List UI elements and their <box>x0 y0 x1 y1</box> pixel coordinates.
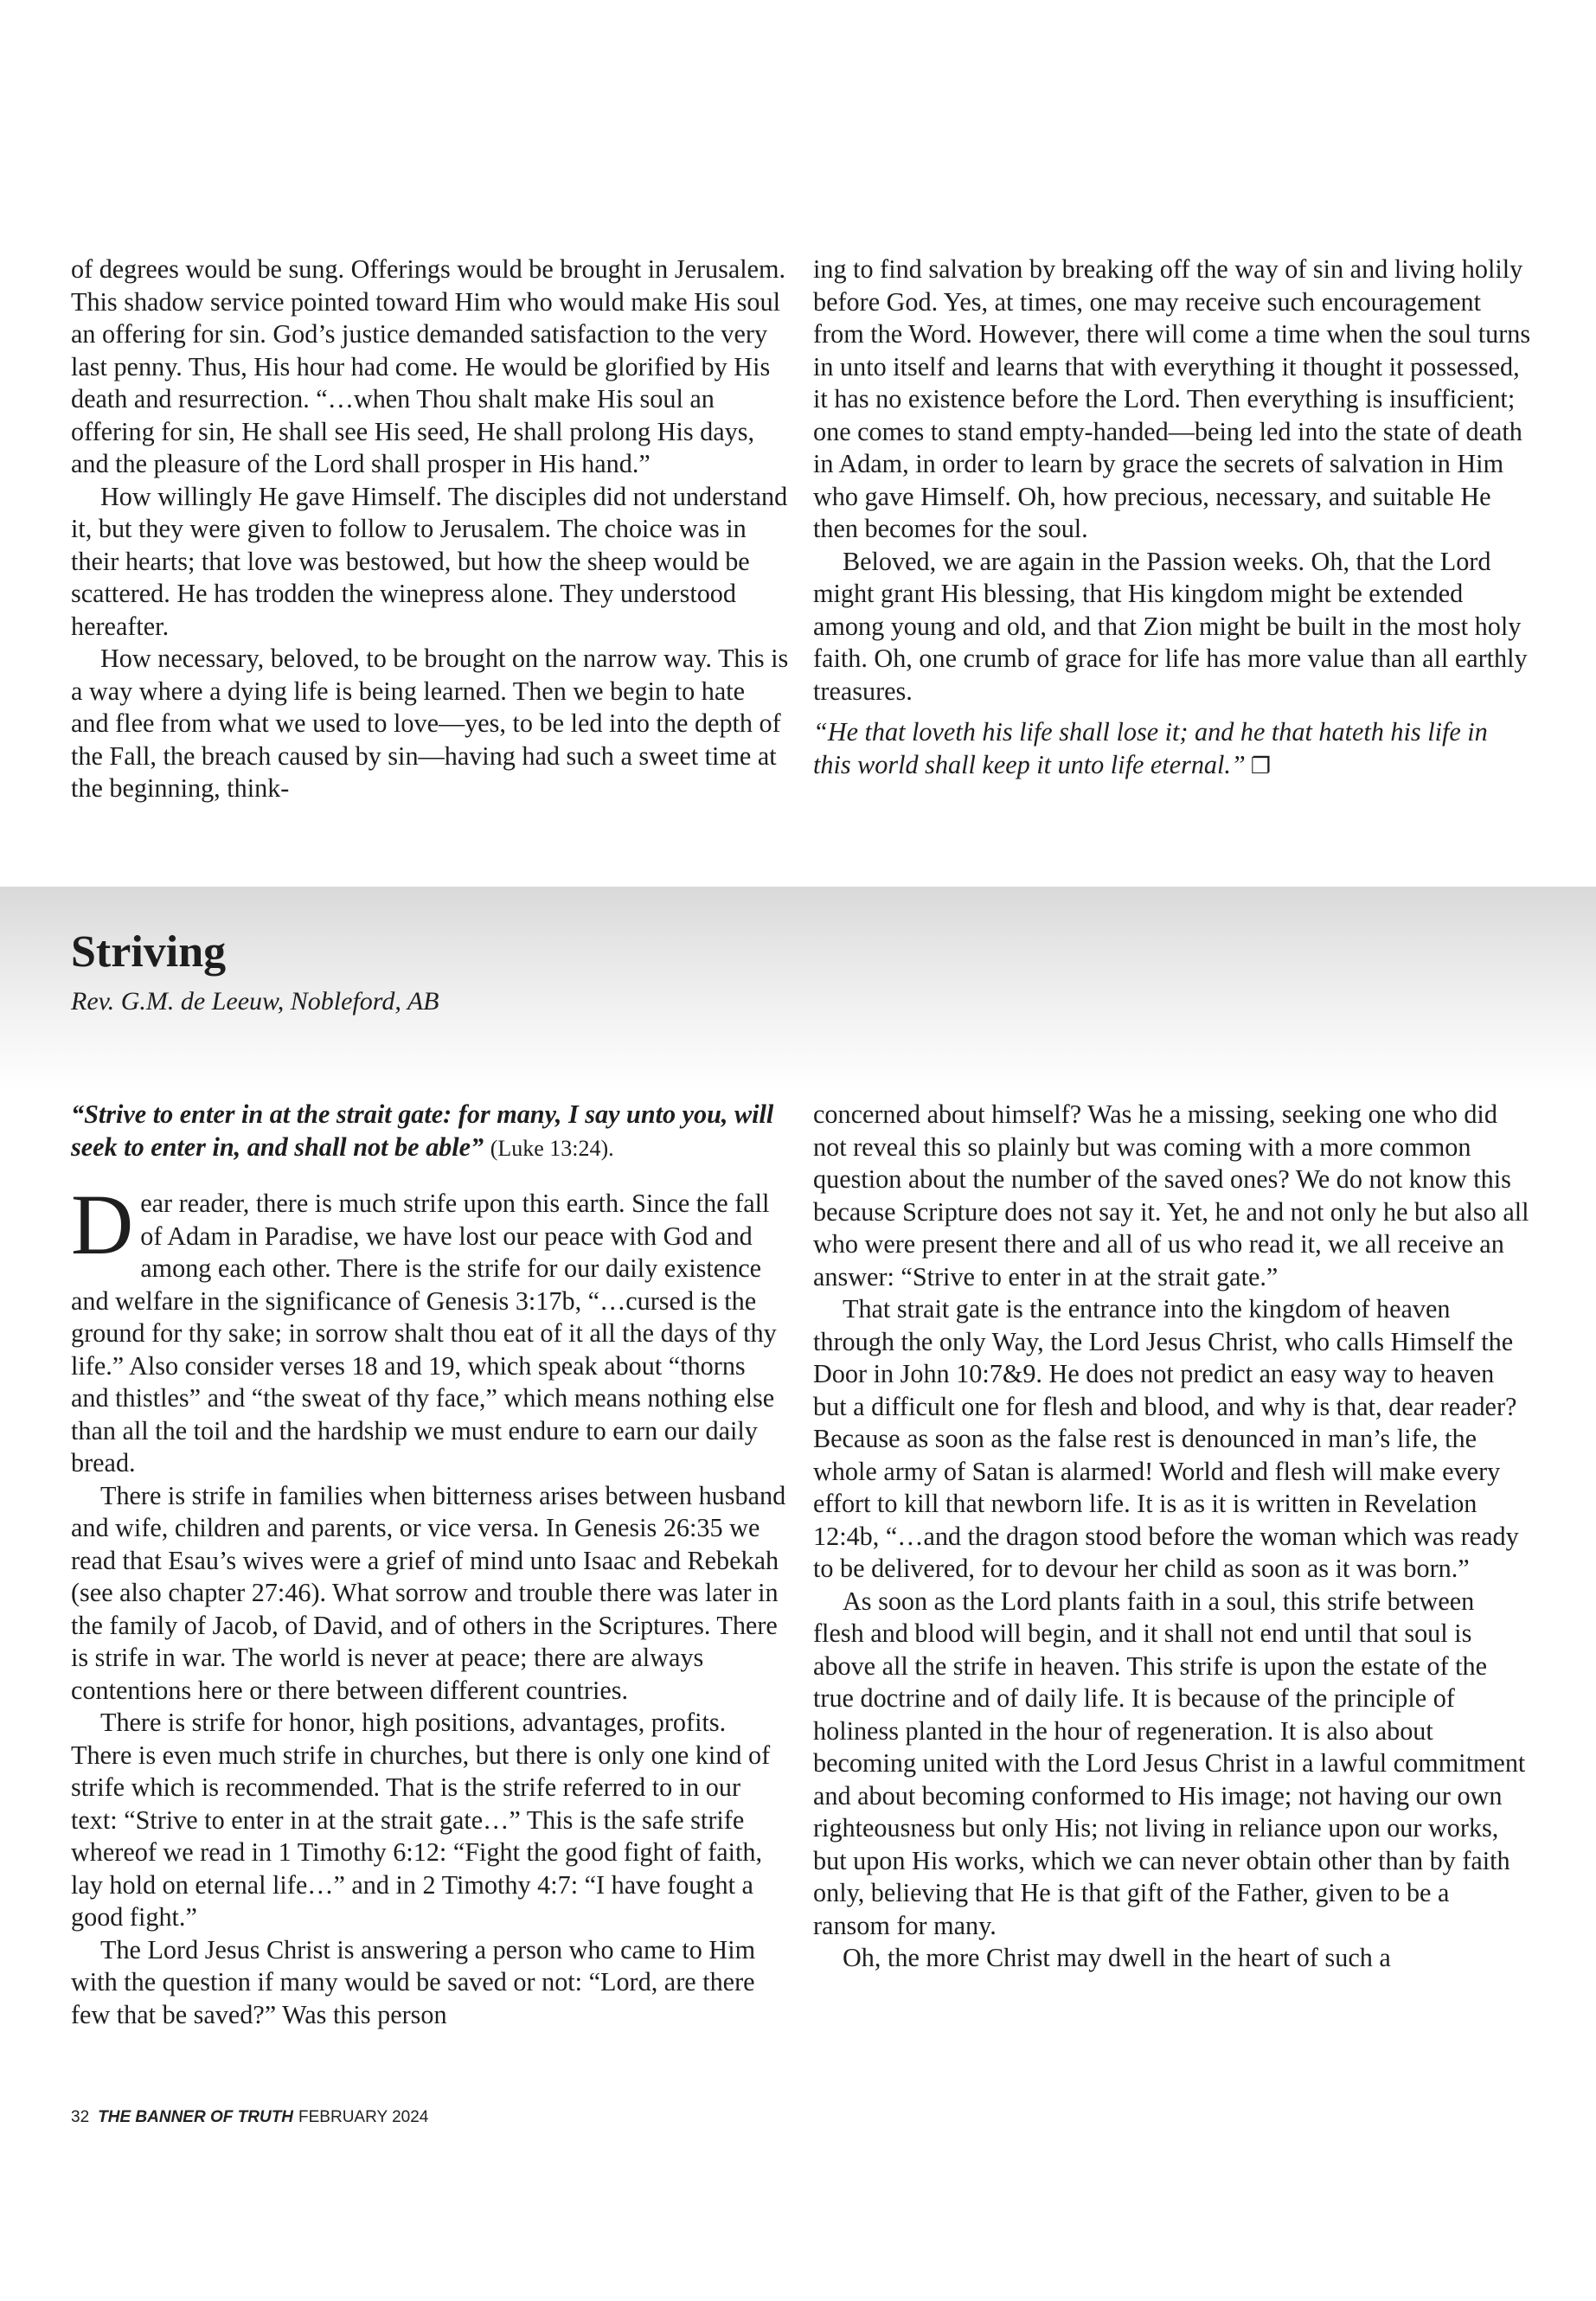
page-number: 32 <box>71 2108 90 2126</box>
paragraph: How necessary, beloved, to be brought on the narrow way. This is a way where a dying life is being learned. Then we begin to hate and flee from what we used to love—yes, to be led into the depth of the Fall, the breach caused by sin—having had such a sweet time at the beginning, think- <box>71 644 789 803</box>
epigraph <box>71 1099 789 1164</box>
closing-quote <box>813 716 1531 782</box>
paragraph: How willingly He gave Himself. The disciples did not understand it, but they were given to follow to Jerusalem. The choice was in their hearts; that love was bestowed, but how the sheep would be scattered. He has trodden the winepress alone. They understood hereafter. <box>71 481 788 641</box>
paragraph: Oh, the more Christ may dwell in the heart of such a <box>843 1943 1391 1972</box>
paragraph: As soon as the Lord plants faith in a soul, this strife between flesh and blood will begin, and it shall not end until that soul is above all the strife in heaven. This strife is upon the estate of the true doctrine and of daily life. It is because of the principle of holiness planted in the hour of regeneration. It is also about becoming united with the Lord Jesus Christ in a lawful commitment and about becoming conformed to His image; not having our own righteousness but only His; not living in reliance upon our works, but upon His works, which we can never obtain other than by faith only, believing that He is that gift of the Father, given to be a ransom for many. <box>813 1586 1526 1940</box>
top-article-left-column <box>71 253 789 805</box>
paragraph: That strait gate is the entrance into the kingdom of heaven through the only Way, the Lord Jesus Christ, who calls Himself the Door in John 10:7&9. He does not predict an easy way to heaven but a difficult one for flesh and blood, and why is that, dear reader? Because as soon as the false rest is denounced in man’s life, the whole army of Satan is alarmed! World and flesh will make every effort to kill that newborn life. It is as it is written in Revelation 12:4b, “…and the dragon stood before the woman which was ready to be delivered, for to devour her child as soon as it was born.” <box>813 1294 1519 1583</box>
paragraph: Beloved, we are again in the Passion weeks. Oh, that the Lord might grant His blessing, that His kingdom might be extended among young and old, and that Zion might be built in the most holy faith. Oh, one crumb of grace for life has more value than all earthly treasures. <box>813 546 1528 706</box>
end-mark-icon: ❐ <box>1250 753 1272 779</box>
first-paragraph <box>71 1176 789 1480</box>
article-title: Striving <box>71 927 227 977</box>
article-right-column <box>813 1099 1531 1975</box>
page-footer <box>71 2107 428 2128</box>
drop-cap: D <box>71 1176 134 1272</box>
epigraph-text: “Strive to enter in at the strait gate: for many, I say unto you, will seek to enter in, and shall not be able” <box>71 1099 774 1162</box>
issue-date: FEBRUARY 2024 <box>298 2108 429 2126</box>
article-left-column <box>71 1099 789 2031</box>
paragraph: The Lord Jesus Christ is answering a person who came to Him with the question if many would be saved or not: “Lord, are there few that be saved?” Was this person <box>71 1934 756 2029</box>
paragraph: There is strife in families when bitterness arises between husband and wife, children and parents, or vice versa. In Genesis 26:35 we read that Esau’s wives were a grief of mind unto Isaac and Rebekah (see also chapter 27:46). What sorrow and trouble there was later in the family of Jacob, of David, and of others in the Scriptures. There is strife in war. The world is never at peace; there are always contentions here or there between different countries. <box>71 1480 786 1705</box>
paragraph: of degrees would be sung. Offerings would be brought in Jerusalem. This shadow service pointed toward Him who would make His soul an offering for sin. God’s justice demanded satisfaction to the very last penny. Thus, His hour had come. He would be glorified by His death and resurrection. “…when Thou shalt make His soul an offering for sin, He shall see His seed, He shall prolong His days, and the pleasure of the Lord shall prosper in His hand.” <box>71 254 786 478</box>
first-paragraph-text: ear reader, there is much strife upon this earth. Since the fall of Adam in Paradise, we have lost our peace with God and among each other. There is the strife for our daily existence and welfare in the significance of Genesis 3:17b, “…cursed is the ground for thy sake; in sorrow shalt thou eat of it all the days of thy life.” Also consider verses 18 and 19, which speak about “thorns and thistles” and “the sweat of thy face,” which means nothing else than all the toil and the hardship we must endure to earn our daily bread. <box>71 1189 777 1477</box>
article-byline: Rev. G.M. de Leeuw, Nobleford, AB <box>71 987 439 1016</box>
paragraph: ing to find salvation by breaking off the way of sin and living holily before God. Yes, at times, one may receive such encouragement from the Word. However, there will come a time when the soul turns in unto itself and learns that with everything it thought it possessed, it has no existence before the Lord. Then everything is insufficient; one comes to stand empty-handed—being led into the state of death in Adam, in order to learn by grace the secrets of salvation in Him who gave Himself. Oh, how precious, necessary, and suitable He then becomes for the soul. <box>813 254 1531 543</box>
epigraph-reference: (Luke 13:24). <box>490 1135 614 1161</box>
paragraph: There is strife for honor, high positions, advantages, profits. There is even much strife in churches, but there is only one kind of strife which is recommended. That is the strife referred to in our text: “Strive to enter in at the strait gate…” This is the safe strife whereof we read in 1 Timothy 6:12: “Fight the good fight of faith, lay hold on eternal life…” and in 2 Timothy 4:7: “I have fought a good fight.” <box>71 1708 771 1932</box>
top-article-right-column <box>813 253 1531 782</box>
closing-quote-text: “He that loveth his life shall lose it; and he that hateth his life in this world shall keep it unto life eternal.” <box>813 717 1488 779</box>
magazine-name: THE BANNER OF TRUTH <box>98 2108 294 2126</box>
paragraph: concerned about himself? Was he a missing, seeking one who did not reveal this so plainly but was coming with a more common question about the number of the saved ones? We do not know this because Scripture does not say it. Yet, he and not only he but also all who were present there and all of us who read it, we all receive an answer: “Strive to enter in at the strait gate.” <box>813 1099 1529 1292</box>
